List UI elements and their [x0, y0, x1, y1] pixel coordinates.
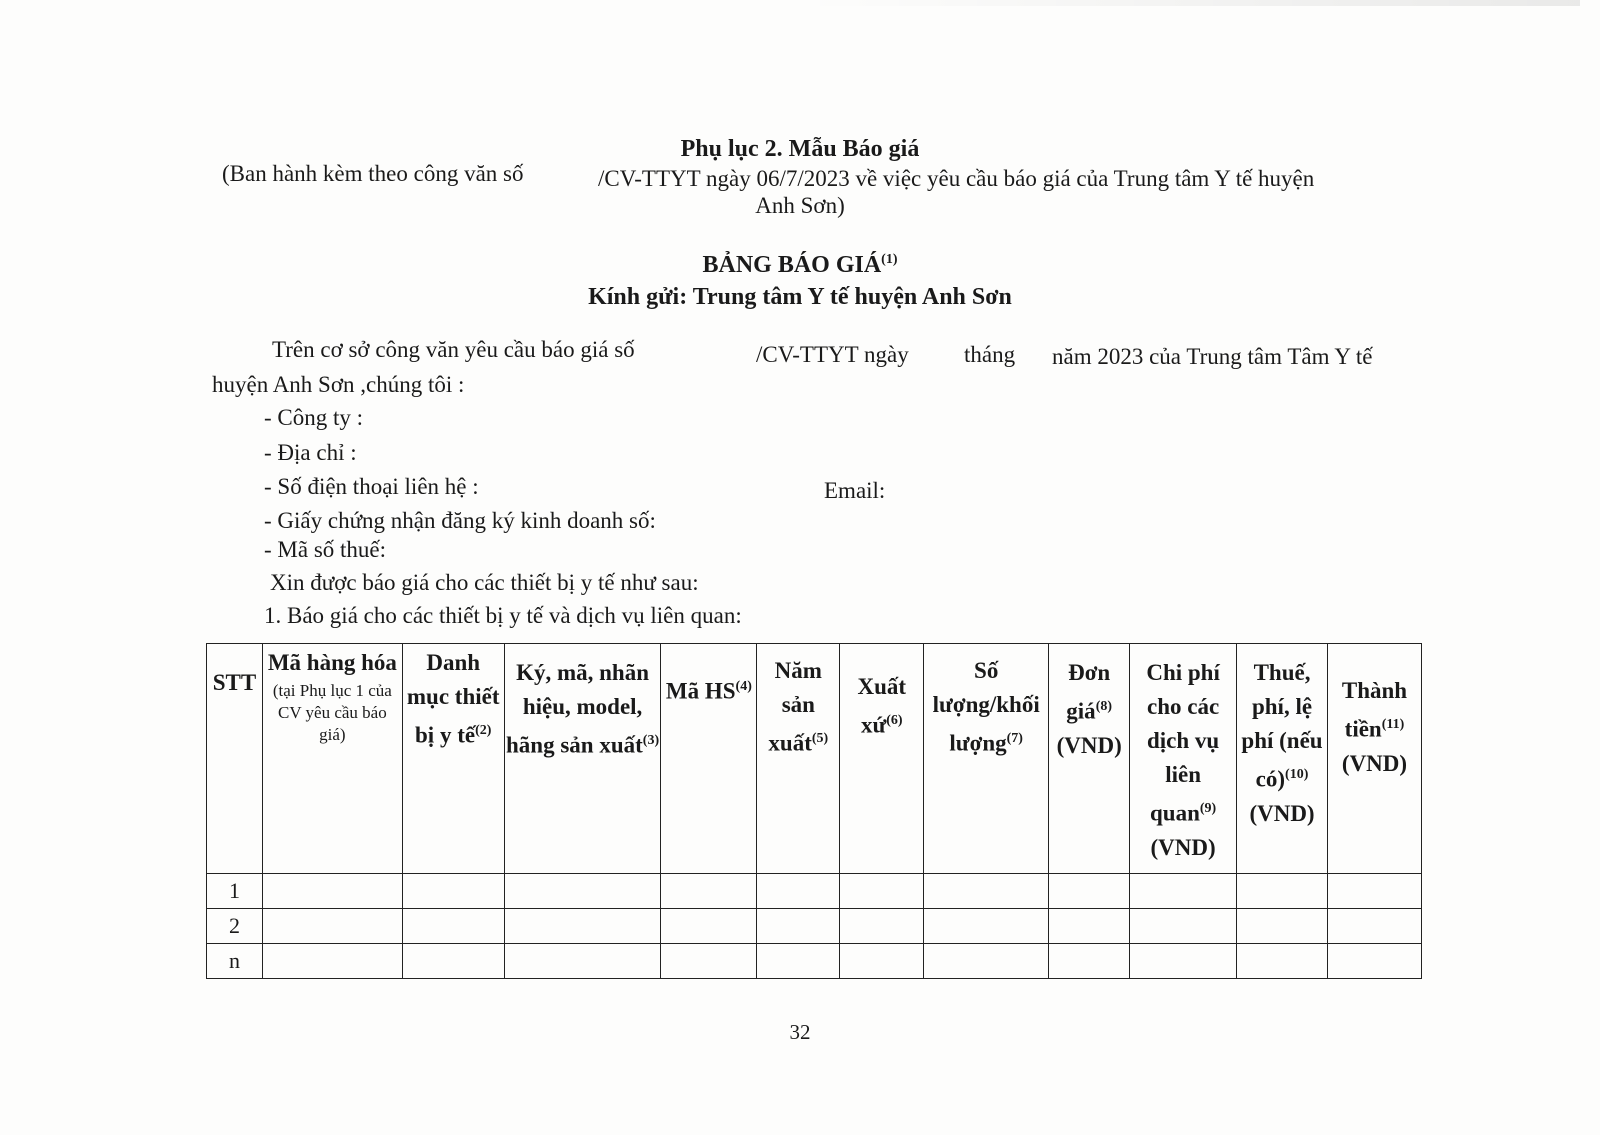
header-quantity: Số lượng/khối lượng$^{(7)}$	[924, 644, 1049, 874]
quote-title-note: (1)	[881, 252, 898, 267]
company-field: - Công ty :	[264, 405, 364, 430]
header-year: Năm sản xuất$^{(5)}$	[757, 644, 840, 874]
header-hs: Mã HS$^{(4)}$	[661, 644, 757, 874]
table-cell[interactable]	[840, 874, 924, 909]
intro-line1-b: /CV-TTYT ngày	[756, 342, 909, 367]
table-row	[207, 944, 1422, 979]
table-cell[interactable]	[1237, 909, 1328, 944]
table-cell[interactable]	[924, 944, 1049, 979]
tax-code-field: - Mã số thuế:	[264, 537, 387, 562]
table-header-row	[207, 644, 1422, 874]
intro-line1-c: tháng	[964, 342, 1016, 367]
table-cell[interactable]	[1237, 874, 1328, 909]
table-cell[interactable]	[661, 909, 757, 944]
table-cell[interactable]	[757, 909, 840, 944]
header-category: Danh mục thiết bị y tế$^{(2)}$	[402, 644, 504, 874]
table-cell[interactable]	[1130, 909, 1237, 944]
table-cell[interactable]	[924, 909, 1049, 944]
phone-field: - Số điện thoại liên hệ :	[264, 474, 479, 499]
table-cell[interactable]	[402, 944, 504, 979]
subtitle-part-1: (Ban hành kèm theo công văn số	[222, 161, 524, 186]
table-cell[interactable]	[402, 874, 504, 909]
document-title: Phụ lục 2. Mẫu Báo giá	[680, 136, 920, 162]
intro-line2: huyện Anh Sơn ,chúng tôi :	[212, 372, 465, 397]
row-stt: 1	[207, 874, 263, 909]
table-cell[interactable]	[262, 874, 402, 909]
table-cell[interactable]	[504, 874, 661, 909]
table-row	[207, 874, 1422, 909]
section-1-heading: 1. Báo giá cho các thiết bị y tế và dịch vụ liên quan:	[264, 603, 742, 628]
table-cell[interactable]	[757, 944, 840, 979]
subtitle-part-2: /CV-TTYT ngày 06/7/2023 về việc yêu cầu báo giá của Trung tâm Y tế huyện	[598, 166, 1315, 191]
subtitle-part-3: Anh Sơn)	[755, 193, 845, 218]
table-cell[interactable]	[1049, 909, 1130, 944]
header-total: Thành tiền$^{(11)}$ (VND)	[1327, 644, 1421, 874]
table-cell[interactable]	[924, 874, 1049, 909]
scan-edge	[800, 0, 1580, 6]
header-unit-price: Đơn giá$^{(8)}$ (VND)	[1049, 644, 1130, 874]
table-cell[interactable]	[402, 909, 504, 944]
header-origin: Xuất xứ$^{(6)}$	[840, 644, 924, 874]
table-cell[interactable]	[1237, 944, 1328, 979]
header-model: Ký, mã, nhãn hiệu, model, hãng sản xuất$^{(3)}$	[504, 644, 661, 874]
row-stt: 2	[207, 909, 263, 944]
table-cell[interactable]	[1327, 944, 1421, 979]
address-field: - Địa chỉ :	[264, 440, 357, 465]
recipient: Kính gửi: Trung tâm Y tế huyện Anh Sơn	[588, 284, 1012, 310]
request-line: Xin được báo giá cho các thiết bị y tế như sau:	[270, 570, 699, 595]
table-cell[interactable]	[1327, 874, 1421, 909]
table-cell[interactable]	[504, 909, 661, 944]
header-item-code-note: (tại Phụ lục 1 của CV yêu cầu báo giá)	[272, 681, 392, 744]
quote-title-text: BẢNG BÁO GIÁ	[702, 252, 882, 278]
table-cell[interactable]	[1049, 944, 1130, 979]
table-cell[interactable]	[504, 944, 661, 979]
table-cell[interactable]	[262, 944, 402, 979]
table-cell[interactable]	[1327, 909, 1421, 944]
business-license-field: - Giấy chứng nhận đăng ký kinh doanh số:	[264, 508, 656, 533]
email-field: Email:	[824, 478, 886, 503]
quote-title	[0, 252, 1600, 279]
table-cell[interactable]	[1130, 874, 1237, 909]
table-cell[interactable]	[661, 944, 757, 979]
table-cell[interactable]	[1130, 944, 1237, 979]
header-service-cost: Chi phí cho các dịch vụ liên quan$^{(9)}$ (VND)	[1130, 644, 1237, 874]
table-cell[interactable]	[840, 909, 924, 944]
page-number: 32	[789, 1020, 811, 1044]
row-stt: n	[207, 944, 263, 979]
table-row	[207, 909, 1422, 944]
intro-line1-d: năm 2023 của Trung tâm Tâm Y tế	[1052, 344, 1373, 369]
header-item-code: Mã hàng hóa (tại Phụ lục 1 của CV yêu cầu báo giá)	[262, 644, 402, 874]
table-cell[interactable]	[840, 944, 924, 979]
table-cell[interactable]	[757, 874, 840, 909]
table-cell[interactable]	[1049, 874, 1130, 909]
header-stt: STT	[207, 644, 263, 874]
table-cell[interactable]	[262, 909, 402, 944]
header-tax: Thuế, phí, lệ phí (nếu có)$^{(10)}$ (VND)	[1237, 644, 1328, 874]
table-cell[interactable]	[661, 874, 757, 909]
intro-line1-a: Trên cơ sở công văn yêu cầu báo giá số	[272, 337, 635, 362]
quote-table	[206, 643, 1422, 979]
